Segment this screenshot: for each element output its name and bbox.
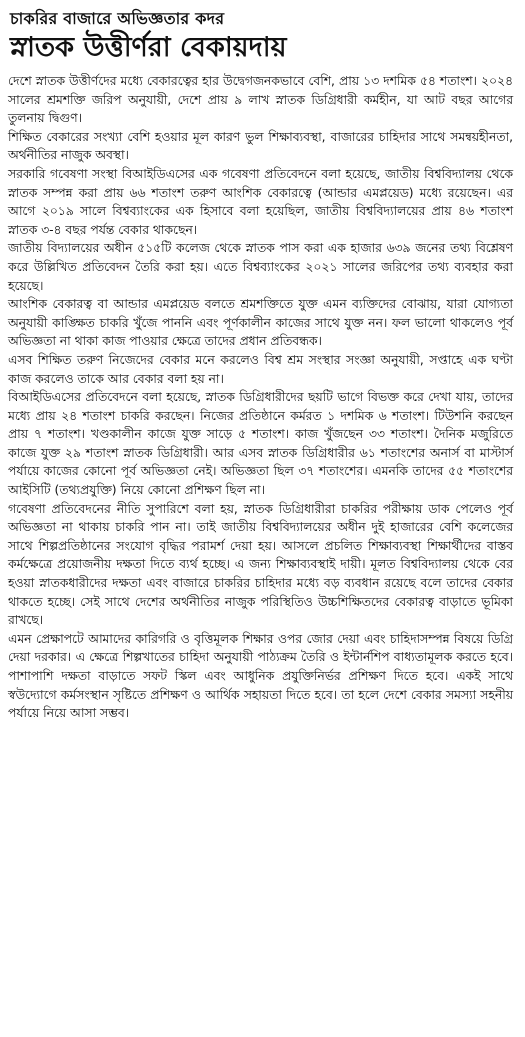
article-kicker: চাকরির বাজারে অভিজ্ঞতার কদর [10, 9, 225, 28]
article-paragraph-6: এসব শিক্ষিত তরুণ নিজেদের বেকার মনে করলেও বিশ্ব শ্রম সংস্থার সংজ্ঞা অনুযায়ী, সপ্তাহে এক ঘণ্টা কাজ করলেও তাকে আর বেকার বলা হয় না। [8, 352, 513, 386]
article-paragraph-7: বিআইডিএসের প্রতিবেদনে বলা হয়েছে, স্নাতক ডিগ্রিধারীদের ছয়টি ভাগে বিভক্ত করে দেখা যায়, তাদের মধ্যে প্রায় ২৪ শতাংশ চাকরি করছেন। নিজের প্রতিষ্ঠানে কর্মরত ১ দশমিক ৬ শতাংশ। টিউশনি করছেন প্রায় ৭ শতাংশ। খণ্ডকালীন কাজে যুক্ত সাড়ে ৫ শতাংশ। কাজ খুঁজছেন ৩৩ শতাংশ। দৈনিক মজুরিতে কাজে যুক্ত ২৯ শতাংশ স্নাতক ডিগ্রিধারী। আর এসব স্নাতক ডিগ্রিধারীর ৬১ শতাংশের অনার্স বা মাস্টার্স পর্যায়ে কাজের কোনো পূর্ব অভিজ্ঞতা নেই। অভিজ্ঞতা ছিল ৩৭ শতাংশের। এমনকি তাদের ৫৫ শতাংশের আইসিটি (তথ্যপ্রযুক্তি) নিয়ে কোনো প্রশিক্ষণ ছিল না। [8, 390, 513, 498]
article-paragraph-9: এমন প্রেক্ষাপটে আমাদের কারিগরি ও বৃত্তিমূলক শিক্ষার ওপর জোর দেয়া এবং চাহিদাসম্পন্ন বিষয়ে ডিগ্রি দেয়া দরকার। এ ক্ষেত্রে শিল্পখাতের চাহিদা অনুযায়ী পাঠ্যক্রম তৈরি ও ইন্টার্নশিপ বাধ্যতামূলক করতে হবে। পাশাপাশি দক্ষতা বাড়াতে সফট স্কিল এবং আধুনিক প্রযুক্তিনির্ভর প্রশিক্ষণ দিতে হবে। একই সাথে স্বউদ্যোগে কর্মসংস্থান সৃষ্টিতে প্রশিক্ষণ ও আর্থিক সহায়তা দিতে হবে। তা হলে দেশে বেকার সমস্যা সহনীয় পর্যায়ে নিয়ে আসা সম্ভব। [8, 631, 513, 721]
article-body [8, 72, 513, 723]
article-paragraph-2: শিক্ষিত বেকারের সংখ্যা বেশি হওয়ার মূল কারণ ভুল শিক্ষাব্যবস্থা, বাজারের চাহিদার সাথে সমন্বয়হীনতা, অর্থনীতির নাজুক অবস্থা। [8, 129, 513, 163]
article-paragraph-4: জাতীয় বিদ্যালয়ের অধীন ৫১৫টি কলেজ থেকে স্নাতক পাস করা এক হাজার ৬৩৯ জনের তথ্য বিশ্লেষণ করে উল্লিখিত প্রতিবেদন তৈরি করা হয়। এতে বিশ্বব্যাংকের ২০২১ সালের জরিপের তথ্য ব্যবহার করা হয়েছে। [8, 241, 513, 293]
article-paragraph-1: দেশে স্নাতক উত্তীর্ণদের মধ্যে বেকারত্বের হার উদ্বেগজনকভাবে বেশি, প্রায় ১৩ দশমিক ৫৪ শতাংশ। ২০২৪ সালের শ্রমশক্তি জরিপ অনুযায়ী, দেশে প্রায় ৯ লাখ স্নাতক ডিগ্রিধারী কর্মহীন, যা আট বছর আগের তুলনায় দ্বিগুণ। [8, 74, 513, 126]
article-paragraph-8: গবেষণা প্রতিবেদনের নীতি সুপারিশে বলা হয়, স্নাতক ডিগ্রিধারীরা চাকরির পরীক্ষায় ডাক পেলেও পূর্ব অভিজ্ঞতা না থাকায় চাকরি পান না। তাই জাতীয় বিশ্ববিদ্যালয়ের অধীন দুই হাজারের বেশি কলেজের সাথে শিল্পপ্রতিষ্ঠানের সংযোগ বৃদ্ধির পরামর্শ দেয়া হয়। আসলে প্রচলিত শিক্ষাব্যবস্থা শিক্ষার্থীদের বাস্তব কর্মক্ষেত্রে প্রয়োজনীয় দক্ষতা দিতে ব্যর্থ হচ্ছে। এ জন্য শিক্ষাব্যবস্থাই দায়ী। মূলত বিশ্ববিদ্যালয় থেকে বের হওয়া স্নাতকধারীদের দক্ষতা এবং বাজারে চাকরির চাহিদার মধ্যে বড় ব্যবধান রয়েছে বলে তাদের বেকার থাকতে হচ্ছে। সেই সাথে দেশের অর্থনীতির নাজুক পরিস্থিতিও উচ্চশিক্ষিতদের বেকারত্ব বাড়াতে ভূমিকা রাখছে। [8, 501, 513, 628]
article-headline: স্নাতক উত্তীর্ণরা বেকায়দায় [10, 32, 287, 63]
article-paragraph-5: আংশিক বেকারত্ব বা আন্ডার এমপ্লয়েড বলতে শ্রমশক্তিতে যুক্ত এমন ব্যক্তিদের বোঝায়, যারা যোগ্যতা অনুযায়ী কাঙ্ক্ষিত চাকরি খুঁজে পাননি এবং পূর্ণকালীন কাজের সাথে যুক্ত নন। ফল ভালো থাকলেও পূর্ব অভিজ্ঞতা না থাকা কাজ পাওয়ার ক্ষেত্রে তাদের প্রধান প্রতিবন্ধক। [8, 297, 513, 349]
article-paragraph-3: সরকারি গবেষণা সংস্থা বিআইডিএসের এক গবেষণা প্রতিবেদনে বলা হয়েছে, জাতীয় বিশ্ববিদ্যালয় থেকে স্নাতক সম্পন্ন করা প্রায় ৬৬ শতাংশ তরুণ আংশিক বেকারত্বে (আন্ডার এমপ্লয়েড) মধ্যে রয়েছেন। এর আগে ২০১৯ সালে বিশ্বব্যাংকের এক হিসাবে বলা হয়েছিল, জাতীয় বিশ্ববিদ্যালয়ের প্রায় ৪৬ শতাংশ স্নাতক ৩-৪ বছর পর্যন্ত বেকার থাকছেন। [8, 166, 513, 237]
